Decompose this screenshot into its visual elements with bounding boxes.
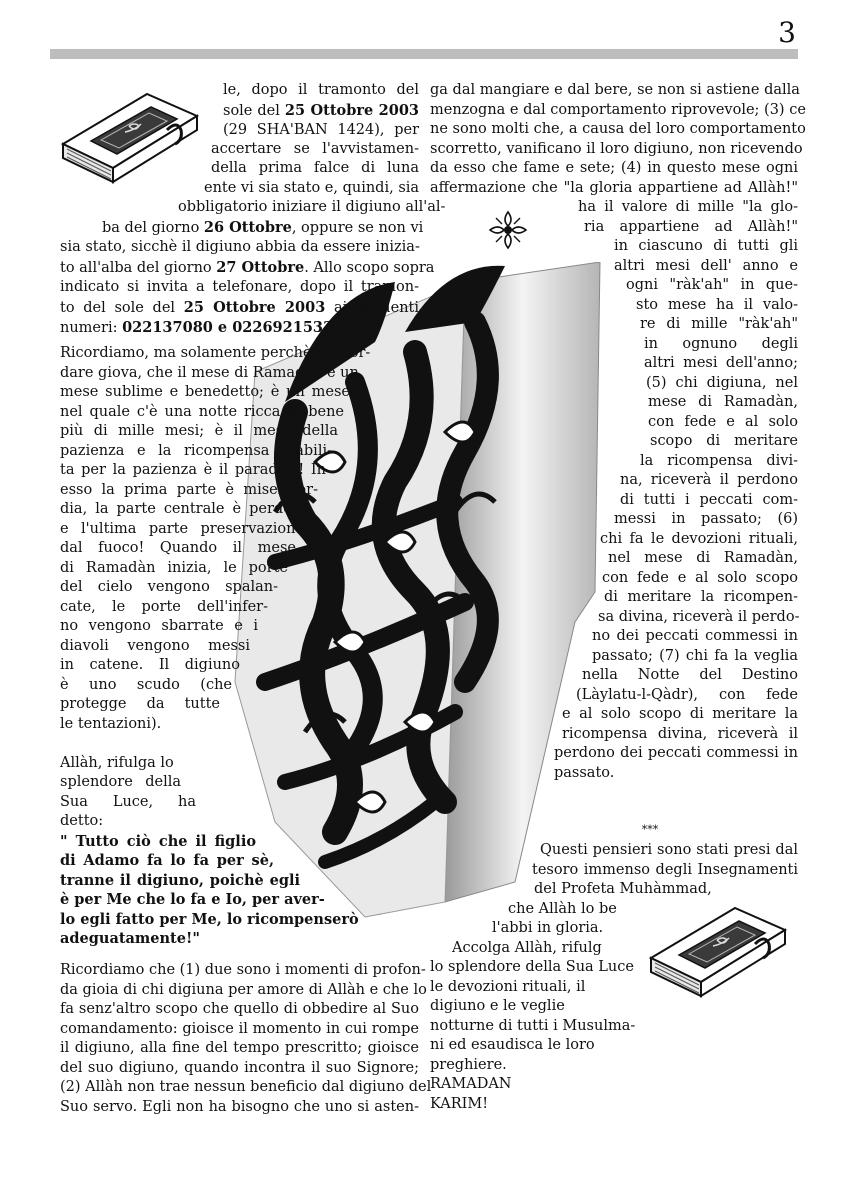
left-column-intro: le, dopo il tramonto del sole del 25 Ottobre 2003 (29 SHA'BAN 1424), per bbox=[223, 82, 419, 138]
right-column-final: che Allàh lo be l'abbi in gloria. Accolga Allàh, rifulg lo splendore della Sua Luce le devozioni rituali, il digiuno e le veglie notturne di tutti i Musulma- ni ed esaudisca le loro preghiere. RAMADAN KARIM! bbox=[430, 900, 636, 1112]
book-icon bbox=[55, 86, 205, 190]
header-bar bbox=[50, 49, 798, 59]
left-column-intro-3: ente vi sia stato e, quindi, sia bbox=[204, 179, 420, 196]
left-column-paragraph: ba del giorno 26 Ottobre, oppure se non vi sia stato, sicchè il digiuno abbia da essere inizia- to all'alba del giorno 27 Ottobre. Allo scopo sopra indicato si invita a telefonare, dopo il tramon- to del sole del 25 Ottobre 2003 ai seguenti numeri: 022137080 e 0226921533. bbox=[60, 218, 435, 336]
right-column-top: ga dal mangiare e dal bere, se non si astiene dalla menzogna e dal comportamento riprovevole; (3) ce ne sono molti che, a causa del loro comportamento scorretto, vanificano il loro digiuno, non ricevendo da esso che fame e sete; (4) in questo mese ogni affermazione che "la gloria appartiene ad Allàh!" bbox=[430, 82, 806, 196]
page-number: 3 bbox=[778, 16, 796, 49]
floral-ornament bbox=[486, 208, 530, 252]
left-column-wrap: Ricordiamo, ma solamente perchè il ricor- dare giova, che il mese di Ramadàn è un mese sublime e benedetto; è un mese nel quale c'è una notte ricca di bene più di mille mesi; è il mese della pazienza e la ricompensa stabili- ta per la pazienza è il paradiso! In esso la prima parte è misericor- dia, la parte centrale è perdono e l'ultima parte preservazione dal fuoco! Quando il mese di Ramadàn inizia, le porte del cielo vengono spalan- cate, le porte dell'infer- no vengono sbarrate e i diavoli vengono messi in catene. Il digiuno è uno scudo (che protegge da tutte le tentazioni). Allàh, rifulga lo splendore della Sua Luce, ha detto: " Tutto ciò che il figlio di Adamo fa lo fa per sè, tranne il digiuno, poichè egli è per Me che lo fa e Io, per aver- lo egli fatto per Me, lo ricompenserò adeguatamente!" bbox=[60, 345, 371, 947]
book-icon bbox=[643, 900, 793, 1004]
left-column-bottom: Ricordiamo che (1) due sono i momenti di profon- da gioia di chi digiuna per amore di Allàh e che lo fa senz'altro scopo che quello di obbedire al Suo comandamento: gioisce il momento in cui rompe il digiuno, alla fine del tempo prescritto; gioisce del suo digiuno, quando incontra il suo Signore; (2) Allàh non trae nessun beneficio dal digiuno del Suo servo. Egli non ha bisogno che uno si asten- bbox=[60, 962, 432, 1115]
right-column-wrap: ha il valore di mille "la glo- ria appartiene ad Allàh!" in ciascuno di tutti gli altri mesi dell' anno e ogni "ràk'ah" in que- sto mese ha il valo- re di mille "ràk'ah" in ognuno degli altri mesi dell'anno; (5) chi digiuna, nel mese di Ramadàn, con fede e al solo scopo di meritare la ricompensa divi- na, riceverà il perdono di tutti i peccati com- messi in passato; (6) chi fa le devozioni rituali, nel mese di Ramadàn, con fede e al solo scopo di meritare la ricompen- sa divina, riceverà il perdo- no dei peccati commessi in passato; (7) chi fa la veglia nella Notte del Destino (Làylatu-l-Qàdr), con fede e al solo scopo di meritare la ricompensa divina, riceverà il perdono dei peccati commessi in passato. bbox=[554, 199, 800, 781]
left-column-intro-2: accertare se l'avvistamen- della prima falce di luna bbox=[211, 140, 419, 176]
section-separator: *** bbox=[641, 823, 659, 836]
right-column-closing: Questi pensieri sono stati presi dal tesoro immenso degli Insegnamenti del Profeta Muhàmmad, bbox=[532, 842, 798, 897]
left-column-intro-4: obbligatorio iniziare il digiuno all'al- bbox=[178, 199, 446, 215]
